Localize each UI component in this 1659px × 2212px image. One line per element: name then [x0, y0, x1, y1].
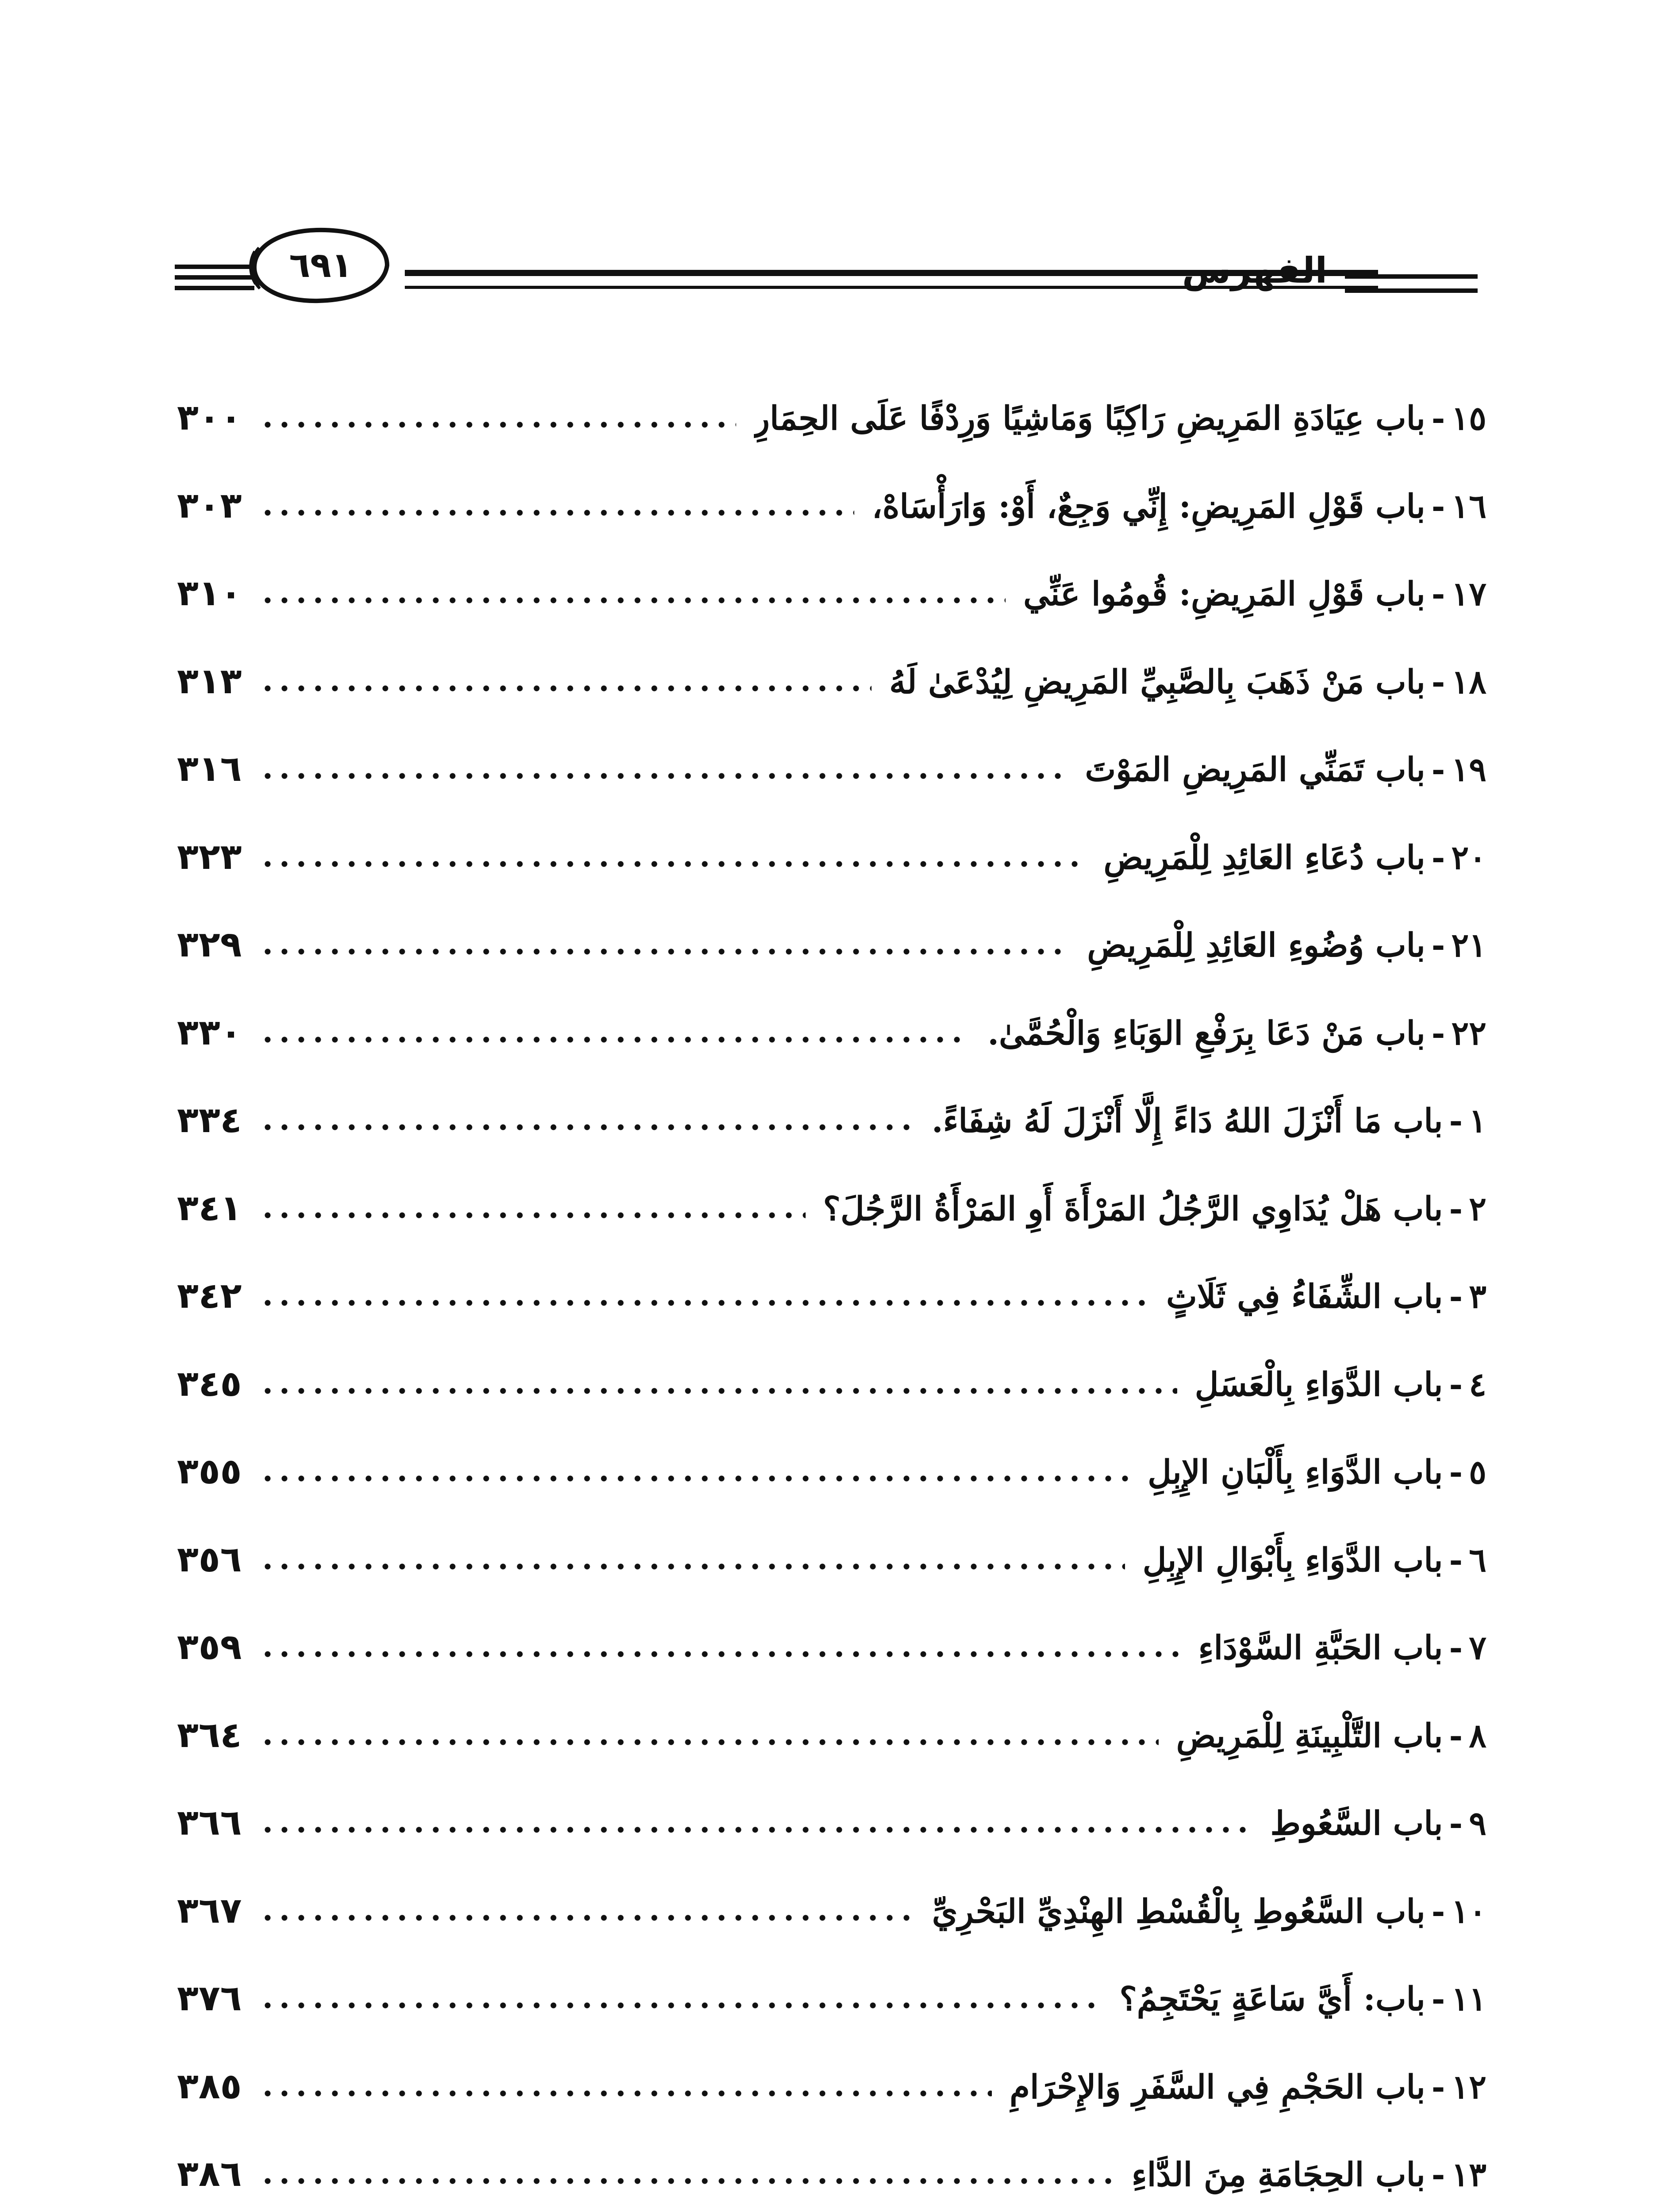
dot-leader [259, 1280, 1148, 1311]
dot-leader [259, 1720, 1158, 1751]
entry-separator: - [1449, 1717, 1463, 1755]
entry-title: باب السَّعُوطِ بِالْقُسْطِ الهِنْدِيِّ البَحْرِيِّ [932, 1892, 1425, 1931]
entry-separator: - [1431, 2156, 1445, 2194]
dot-leader [259, 1807, 1252, 1838]
toc-entry[interactable] [177, 2043, 1486, 2131]
entry-separator: - [1449, 1190, 1463, 1228]
entry-title: باب هَلْ يُدَاوِي الرَّجُلُ المَرْأَةَ أَوِ المَرْأَةُ الرَّجُلَ؟ [823, 1190, 1443, 1228]
toc-entry[interactable] [177, 1428, 1486, 1516]
entry-number: ١٧ [1451, 575, 1486, 613]
entry-number: ٢٢ [1451, 1014, 1486, 1052]
header-rule [1345, 288, 1478, 293]
header-rule [405, 286, 1378, 289]
entry-page-number: ٣٦٤ [177, 1714, 242, 1755]
entry-number: ٥ [1469, 1453, 1486, 1491]
entry-title: باب مَنْ ذَهَبَ بِالصَّبِيِّ المَرِيضِ لِيُدْعَىٰ لَهُ [889, 663, 1425, 701]
dot-leader [259, 1368, 1177, 1399]
dot-leader [259, 1544, 1125, 1575]
entry-separator: - [1449, 1453, 1463, 1491]
toc-entry[interactable] [177, 1340, 1486, 1428]
entry-number: ٢١ [1451, 926, 1486, 964]
dot-leader [259, 666, 872, 697]
entry-page-number: ٣١٠ [177, 572, 242, 614]
entry-page-number: ٣٨٥ [177, 2065, 242, 2107]
toc-entry[interactable] [177, 549, 1486, 637]
entry-page-number: ٣٧٦ [177, 1978, 242, 2019]
dot-leader [259, 753, 1067, 784]
entry-title: باب الدَّوَاءِ بِالْعَسَلِ [1194, 1365, 1443, 1404]
entry-page-number: ٣٤٥ [177, 1363, 242, 1404]
entry-title: باب قَوْلِ المَرِيضِ: إِنِّي وَجِعٌ، أَوْ: وَارَأْسَاهْ، [872, 487, 1425, 526]
entry-number: ١٦ [1451, 487, 1486, 526]
entry-number: ١١ [1451, 1980, 1486, 2018]
dot-leader [259, 929, 1069, 960]
entry-separator: - [1449, 1805, 1463, 1843]
entry-separator: - [1449, 1102, 1463, 1140]
entry-separator: - [1449, 1365, 1463, 1404]
toc-entry[interactable] [177, 1779, 1486, 1867]
entry-separator: - [1449, 1278, 1463, 1316]
entry-title: باب عِيَادَةِ المَرِيضِ رَاكِبًا وَمَاشِيًا وَرِدْفًا عَلَى الحِمَارِ [754, 399, 1425, 438]
dot-leader [259, 578, 1006, 609]
dot-leader [259, 1193, 805, 1224]
entry-number: ١٣ [1451, 2156, 1486, 2194]
entry-separator: - [1431, 838, 1445, 877]
entry-separator: - [1449, 1629, 1463, 1667]
entry-title: باب مَنْ دَعَا بِرَفْعِ الوَبَاءِ وَالْحُمَّىٰ. [987, 1014, 1425, 1052]
entry-separator: - [1431, 751, 1445, 789]
entry-number: ٤ [1469, 1365, 1486, 1404]
entry-title: باب الشِّفَاءُ فِي ثَلَاثٍ [1166, 1278, 1443, 1316]
table-of-contents [177, 374, 1486, 2212]
entry-separator: - [1431, 575, 1445, 613]
entry-page-number: ٣٤١ [177, 1187, 242, 1229]
entry-title: باب تَمَنِّي المَرِيضِ المَوْتَ [1085, 751, 1425, 789]
entry-number: ١٠ [1451, 1892, 1486, 1931]
entry-page-number: ٣٥٩ [177, 1626, 242, 1667]
entry-title: باب الحَبَّةِ السَّوْدَاءِ [1198, 1629, 1443, 1667]
toc-entry[interactable] [177, 1076, 1486, 1164]
entry-number: ٨ [1469, 1717, 1486, 1755]
toc-entry[interactable] [177, 637, 1486, 726]
dot-leader [259, 402, 736, 433]
entry-title: باب الدَّوَاءِ بِأَلْبَانِ الإِبِلِ [1148, 1453, 1443, 1491]
running-header [175, 208, 1478, 341]
dot-leader [259, 1895, 914, 1926]
entry-title: باب السَّعُوطِ [1270, 1805, 1443, 1843]
entry-page-number: ٣٠٣ [177, 484, 242, 526]
page-number-badge [241, 221, 400, 319]
dot-leader [259, 2071, 992, 2102]
toc-entry[interactable] [177, 901, 1486, 989]
entry-number: ٢ [1469, 1190, 1486, 1228]
entry-number: ١٥ [1451, 399, 1486, 438]
toc-entry[interactable] [177, 725, 1486, 813]
entry-title: باب الدَّوَاءِ بِأَبْوَالِ الإِبِلِ [1142, 1541, 1443, 1579]
entry-number: ١ [1469, 1102, 1486, 1140]
entry-number: ١٩ [1451, 751, 1486, 789]
entry-separator: - [1431, 926, 1445, 964]
entry-page-number: ٣٤٢ [177, 1275, 242, 1316]
toc-entry[interactable] [177, 2130, 1486, 2212]
entry-number: ٢٠ [1451, 838, 1486, 877]
entry-number: ١٢ [1451, 2068, 1486, 2106]
toc-entry[interactable] [177, 374, 1486, 462]
entry-page-number: ٣٦٦ [177, 1802, 242, 1843]
entry-page-number: ٣٠٠ [177, 397, 242, 438]
entry-page-number: ٣٦٧ [177, 1889, 242, 1931]
entry-page-number: ٣٣٠ [177, 1011, 242, 1053]
toc-entry[interactable] [177, 1603, 1486, 1691]
dot-leader [259, 1983, 1102, 2014]
toc-entry[interactable] [177, 1691, 1486, 1779]
entry-title: باب دُعَاءِ العَائِدِ لِلْمَرِيضِ [1103, 838, 1425, 877]
entry-title: باب وُضُوءِ العَائِدِ لِلْمَرِيضِ [1087, 926, 1425, 964]
toc-entry[interactable] [177, 1252, 1486, 1340]
entry-separator: - [1431, 1980, 1445, 2018]
entry-title: باب مَا أَنْزَلَ اللهُ دَاءً إِلَّا أَنْزَلَ لَهُ شِفَاءً. [931, 1102, 1443, 1140]
entry-number: ١٨ [1451, 663, 1486, 701]
entry-page-number: ٣١٦ [177, 748, 242, 789]
toc-entry[interactable] [177, 989, 1486, 1077]
entry-page-number: ٣٥٦ [177, 1538, 242, 1580]
entry-separator: - [1431, 399, 1445, 438]
toc-entry[interactable] [177, 1867, 1486, 1955]
entry-separator: - [1431, 487, 1445, 526]
toc-entry[interactable] [177, 1516, 1486, 1604]
entry-separator: - [1431, 1892, 1445, 1931]
page-number: ٦٩١ [289, 246, 353, 285]
toc-entry[interactable] [177, 462, 1486, 550]
dot-leader [259, 1456, 1130, 1487]
entry-number: ٦ [1469, 1541, 1486, 1579]
dot-leader [259, 841, 1086, 872]
entry-separator: - [1431, 2068, 1445, 2106]
entry-page-number: ٣٢٣ [177, 836, 242, 877]
entry-page-number: ٣٣٤ [177, 1099, 242, 1141]
entry-page-number: ٣٨٦ [177, 2153, 242, 2194]
entry-title: باب الحِجَامَةِ مِنَ الدَّاءِ [1131, 2156, 1425, 2194]
dot-leader [259, 1017, 970, 1048]
entry-title: باب التَّلْبِينَةِ لِلْمَرِيضِ [1176, 1717, 1443, 1755]
entry-page-number: ٣٢٩ [177, 924, 242, 965]
entry-number: ٧ [1469, 1629, 1486, 1667]
entry-title: باب الحَجْمِ فِي السَّفَرِ وَالإِحْرَامِ [1010, 2068, 1425, 2106]
entry-number: ٩ [1469, 1805, 1486, 1843]
dot-leader [259, 2158, 1114, 2189]
header-rule [405, 270, 1378, 276]
entry-separator: - [1431, 663, 1445, 701]
dot-leader [259, 1632, 1180, 1663]
entry-separator: - [1449, 1541, 1463, 1579]
dot-leader [259, 490, 854, 521]
toc-entry[interactable] [177, 1955, 1486, 2043]
entry-title: باب قَوْلِ المَرِيضِ: قُومُوا عَنِّي [1023, 575, 1425, 613]
entry-separator: - [1431, 1014, 1445, 1052]
entry-title: باب: أَيَّ سَاعَةٍ يَحْتَجِمُ؟ [1119, 1980, 1425, 2018]
entry-number: ٣ [1469, 1278, 1486, 1316]
toc-entry[interactable] [177, 1164, 1486, 1252]
toc-entry[interactable] [177, 813, 1486, 901]
dot-leader [259, 1105, 914, 1136]
entry-page-number: ٣١٣ [177, 660, 242, 702]
entry-page-number: ٣٥٥ [177, 1451, 242, 1492]
